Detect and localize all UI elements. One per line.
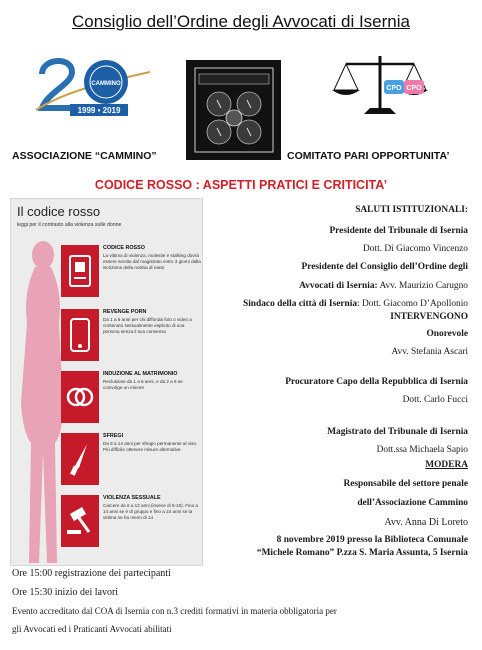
item-title: CODICE ROSSO	[103, 245, 145, 251]
item-text: Reclusione da 1 a 5 anni, e da 2 a 6 se coinvolge un minore	[103, 379, 183, 390]
crest-icon	[191, 64, 277, 156]
program-line	[243, 299, 468, 309]
associazione-label: ASSOCIAZIONE “CAMMINO”	[12, 150, 157, 162]
comitato-label: COMITATO PARI OPPORTUNITA’	[287, 150, 450, 162]
program-line-rest: : Dott. Giacomo D’Apollonio	[357, 299, 468, 309]
event-headline: CODICE ROSSO : ASPETTI PRATICI E CRITICITA’	[94, 178, 388, 192]
program-line: Presidente del Tribunale di Isernia	[329, 226, 468, 236]
program-line: Presidente del Consiglio dell’Ordine degli	[301, 262, 468, 272]
event-venue-line: “Michele Romano” P.zza S. Maria Assunta, 5 Isernia	[256, 548, 468, 558]
program-line: dell’Associazione Cammino	[357, 498, 468, 508]
anniversary-logo-icon	[34, 52, 152, 118]
red-code-icon	[61, 245, 99, 297]
infographic-item	[61, 493, 202, 553]
program-line: Dott.ssa Michaela Sapio	[376, 445, 468, 455]
phone-icon	[61, 309, 99, 361]
pari-opportunita-logo	[320, 50, 440, 130]
program-line: Dott. Carlo Fucci	[402, 395, 468, 405]
item-text: Da 8 a 14 anni per sfregio permanente al viso. Più difficile ottenere misure alternative	[103, 441, 198, 452]
program-line-bold: Avvocati di Isernia:	[299, 281, 378, 291]
infographic-item	[61, 369, 202, 429]
codice-rosso-infographic	[10, 198, 203, 566]
anniversary-logo	[34, 52, 152, 118]
item-text: La vittima di violenza, molestie e stalking dovrà essere sentita dal magistrato entro 3 giorni dalla iscrizione della notizia di reato	[103, 253, 201, 270]
knife-icon	[61, 433, 99, 485]
anniversary-badge-text: CAMMINO	[91, 81, 121, 87]
program-line: Avv. Anna Di Loreto	[384, 517, 468, 528]
schedule-line: Ore 15:30 inizio dei lavori	[12, 587, 119, 598]
infographic-subtitle: leggi per il contrasto alla violenza sulle donne	[17, 222, 122, 228]
ordine-crest-logo	[186, 60, 281, 160]
accreditation-line: gli Avvocati ed i Praticanti Avvocati abilitati	[12, 624, 172, 634]
program-line: Responsabile del settore penale	[343, 479, 468, 489]
program-line: Dott. Di Giacomo Vincenzo	[363, 244, 468, 254]
infographic-item	[61, 243, 202, 303]
program-line-bold: Sindaco della città di Isernia	[242, 299, 358, 309]
infographic-item	[61, 431, 202, 491]
item-title: INDUZIONE AL MATRIMONIO	[103, 371, 178, 377]
rings-icon	[61, 371, 99, 423]
item-text: Carcere da 6 a 12 anni (invece di 5-10). Fino a 14 anni se è di gruppo e fino a 24 anni se la vittima ne ha meno di 14	[103, 503, 198, 520]
item-title: SFREGI	[103, 433, 124, 439]
program-line: Procuratore Capo della Repubblica di Isernia	[285, 377, 468, 387]
infographic-item	[61, 307, 202, 367]
item-text: Da 1 a 6 anni per chi diffonda foto o video a contenuto sessualmente esplicito di una persona senza il suo consenso	[103, 317, 192, 334]
program-line: Magistrato del Tribunale di Isernia	[327, 427, 468, 437]
scale-badge-left: CPO	[386, 85, 402, 92]
item-title: VIOLENZA SESSUALE	[103, 495, 161, 501]
program-line-rest: Avv. Maurizio Carugno	[377, 281, 468, 291]
infographic-title: Il codice rosso	[17, 204, 101, 219]
intervengono-heading: INTERVENGONO	[390, 312, 468, 322]
program-line: Avv. Stefania Ascari	[391, 347, 468, 357]
scale-badge-right: CPO	[406, 85, 422, 92]
accreditation-line: Evento accreditato dal COA di Isernia con n.3 crediti formativi in materia obbligatoria per	[12, 606, 337, 616]
event-date-line: 8 novembre 2019 presso la Biblioteca Comunale	[276, 535, 468, 545]
saluti-heading: SALUTI ISTITUZIONALI:	[355, 205, 468, 215]
anniversary-years: 1999 • 2019	[77, 106, 121, 115]
item-title: REVENGE PORN	[103, 309, 147, 315]
gavel-icon	[61, 495, 99, 547]
schedule-line: Ore 15:00 registrazione dei partecipanti	[12, 568, 171, 579]
modera-heading: MODERA	[425, 460, 468, 470]
document-title: Consiglio dell’Ordine degli Avvocati di Isernia	[72, 12, 410, 31]
scale-icon	[320, 50, 440, 130]
program-line	[299, 281, 468, 291]
program-line: Onorevole	[426, 329, 468, 339]
